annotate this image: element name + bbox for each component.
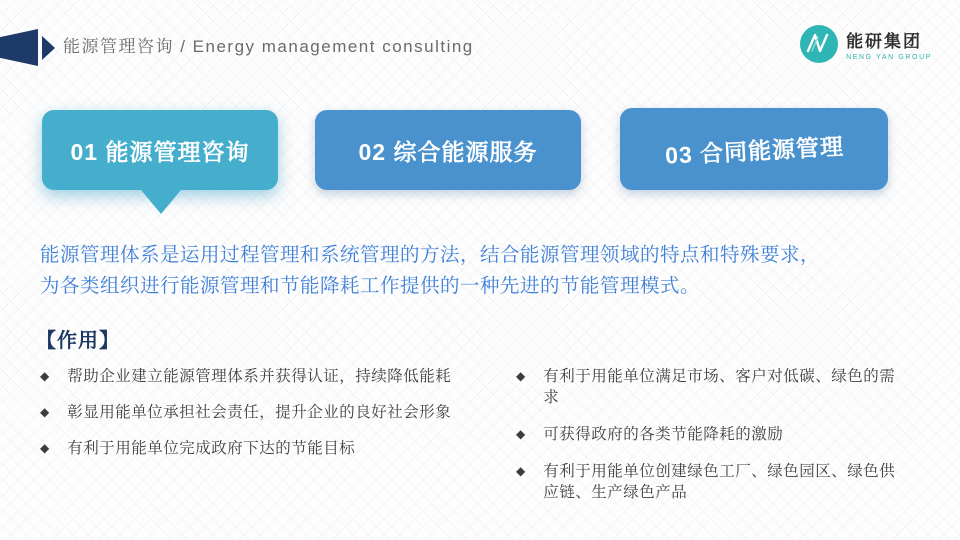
diamond-bullet-icon: ◆ (40, 441, 50, 455)
list-item (516, 366, 908, 408)
header-accent-arrow-icon (0, 29, 38, 66)
benefit-text: 有利于用能单位创建绿色工厂、绿色园区、绿色供应链、生产绿色产品 (543, 463, 896, 501)
tab-label: 01 能源管理咨询 (70, 138, 250, 165)
benefit-text: 彰显用能单位承担社会责任，提升企业的良好社会形象 (67, 404, 452, 421)
description-line-2: 为各类组织进行能源管理和节能降耗工作提供的一种先进的节能管理模式。 (40, 275, 701, 297)
page-title: 能源管理咨询 / Energy management consulting (63, 37, 474, 56)
tab-label: 03 合同能源管理 (664, 132, 845, 169)
benefits-list-right (516, 366, 908, 519)
tab-energy-performance-contracting[interactable] (620, 108, 888, 190)
description-paragraph (40, 240, 930, 302)
diamond-bullet-icon: ◆ (516, 464, 526, 478)
logo-name-en: NENG YAN GROUP (846, 54, 932, 61)
benefit-text: 有利于用能单位满足市场、客户对低碳、绿色的需求 (543, 368, 896, 406)
benefit-text: 可获得政府的各类节能降耗的激励 (543, 426, 784, 443)
list-item (40, 366, 480, 387)
diamond-bullet-icon: ◆ (516, 427, 526, 441)
logo-text (846, 27, 932, 61)
diamond-bullet-icon: ◆ (516, 369, 526, 383)
description-line-1: 能源管理体系是运用过程管理和系统管理的方法，结合能源管理领域的特点和特殊要求， (40, 244, 821, 266)
benefit-text: 有利于用能单位完成政府下达的节能目标 (67, 440, 356, 457)
tab-energy-management-consulting[interactable] (42, 110, 278, 190)
benefit-text: 帮助企业建立能源管理体系并获得认证，持续降低能耗 (67, 368, 452, 385)
list-item (516, 424, 908, 445)
header-accent-triangle-icon (42, 36, 55, 60)
tab-label: 02 综合能源服务 (358, 138, 538, 165)
section-heading-function: 【作用】 (36, 330, 120, 352)
diamond-bullet-icon: ◆ (40, 405, 50, 419)
logo-name-zh: 能研集团 (846, 32, 923, 51)
list-item (40, 438, 480, 459)
benefits-list-left (40, 366, 480, 474)
tab-integrated-energy-services[interactable] (315, 110, 581, 190)
list-item (516, 461, 908, 503)
logo-n-icon (799, 24, 839, 64)
company-logo (799, 24, 932, 64)
diamond-bullet-icon: ◆ (40, 369, 50, 383)
list-item (40, 402, 480, 423)
